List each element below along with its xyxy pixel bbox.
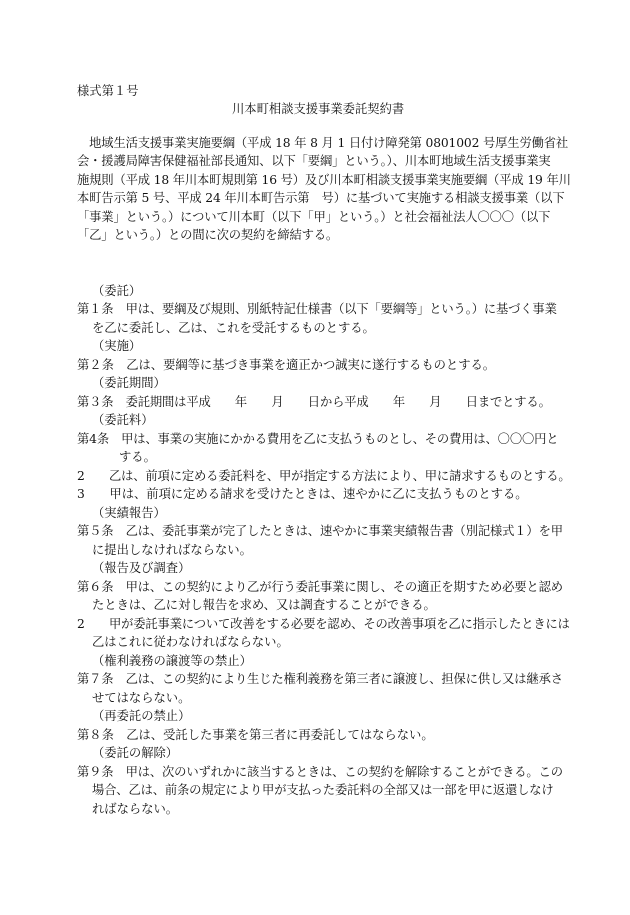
preamble-line: 「事業」という。）について川本町（以下「甲」という。）と社会福祉法人〇〇〇（以下	[77, 210, 551, 224]
clause-heading: （権利義務の譲渡等の禁止）	[92, 654, 252, 668]
clause-heading: （委託料）	[92, 413, 154, 427]
preamble-line: 本町告示第 5 号、平成 24 年川本町告示第 号）に基づいて実施する相談支援事業（以下	[77, 191, 565, 205]
clause-paragraph: 2 乙は、前項に定める委託料を、甲が指定する方法により、甲に請求するものとする。	[77, 469, 571, 483]
clause-text: ればならない。	[92, 802, 179, 816]
clause-text: 第９条 甲は、次のいずれかに該当するときは、この契約を解除することができる。この	[77, 765, 563, 779]
clause-text: 第２条 乙は、要綱等に基づき事業を適正かつ誠実に遂行するものとする。	[77, 358, 496, 372]
preamble-line: 施規則（平成 18 年川本町規則第 16 号）及び川本町相談支援事業実施要綱（平成 19 年川	[77, 173, 571, 187]
clause-heading: （実施）	[92, 339, 142, 353]
clause-heading: （委託）	[92, 284, 142, 298]
clause-heading: （再委託の禁止）	[92, 709, 191, 723]
clause-text: 第７条 乙は、この契約により生じた権利義務を第三者に譲渡し、担保に供し又は継承さ	[77, 672, 563, 686]
form-number: 様式第１号	[77, 84, 139, 98]
clause-text: を乙に委託し、乙は、これを受託するものとする。	[92, 321, 375, 335]
clause-text: たときは、乙に対し報告を求め、又は調査することができる。	[92, 598, 436, 612]
clause-text: 第３条 委託期間は平成 年 月 日から平成 年 月 日までとする。	[77, 395, 551, 409]
clause-text: 第4条 甲は、事業の実施にかかる費用を乙に支払うものとし、その費用は、〇〇〇円と	[77, 432, 559, 446]
preamble-line: 会・援護局障害保健福祉部長通知、以下「要綱」という。）、川本町地域生活支援事業実	[77, 154, 551, 168]
clause-text: する。	[119, 450, 156, 464]
clause-heading: （報告及び調査）	[92, 561, 191, 575]
document-title: 川本町相談支援事業委託契約書	[232, 102, 405, 116]
clause-text: 第１条 甲は、要綱及び規則、別紙特記仕様書（以下「要綱等」という。）に基づく事業	[77, 302, 557, 316]
clause-paragraph: 乙はこれに従わなければならない。	[92, 635, 289, 649]
clause-text: に提出しなければならない。	[92, 543, 252, 557]
clause-heading: （委託期間）	[92, 376, 166, 390]
clause-text: 第５条 乙は、委託事業が完了したときは、速やかに事業実績報告書（別記様式１）を甲	[77, 524, 563, 538]
clause-heading: （実績報告）	[92, 506, 166, 520]
clause-paragraph: 2 甲が委託事業について改善をする必要を認め、その改善事項を乙に指示したときには	[77, 617, 570, 631]
preamble-line: 「乙」という。）との間に次の契約を締結する。	[77, 228, 339, 242]
clause-paragraph: 3 甲は、前項に定める請求を受けたときは、速やかに乙に支払うものとする。	[77, 487, 528, 501]
clause-text: 場合、乙は、前条の規定により甲が支払った委託料の全部又は一部を甲に返還しなけ	[92, 783, 554, 797]
clause-text: 第８条 乙は、受託した事業を第三者に再委託してはならない。	[77, 728, 434, 742]
preamble-line: 地域生活支援事業実施要綱（平成 18 年 8 月 1 日付け障発第 0801002 号厚生労働省社	[77, 136, 569, 150]
clause-heading: （委託の解除）	[92, 746, 179, 760]
clause-text: 第６条 甲は、この契約により乙が行う委託事業に関し、その適正を期すため必要と認め	[77, 580, 563, 594]
clause-text: せてはならない。	[92, 691, 191, 705]
